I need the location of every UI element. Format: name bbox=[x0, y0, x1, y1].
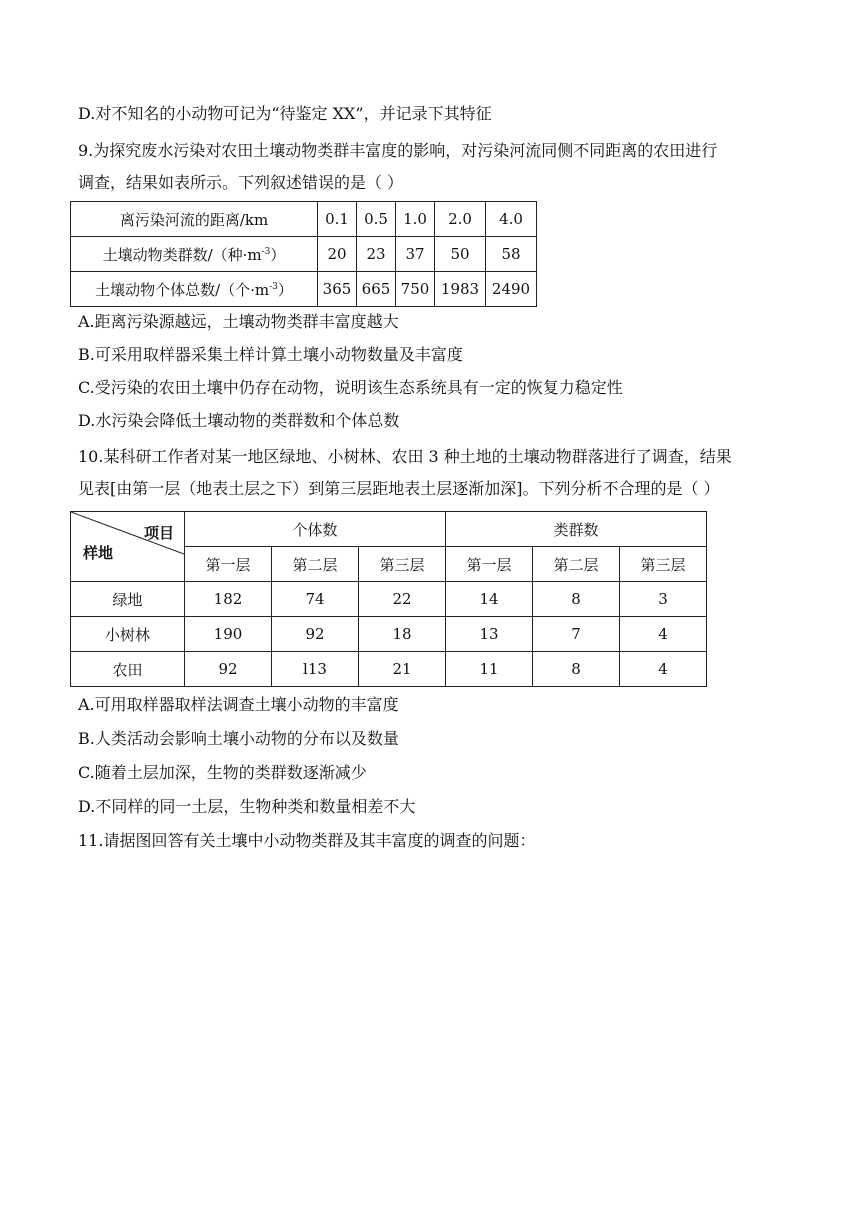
group-header: 类群数 bbox=[446, 512, 707, 547]
q10-option-c: C.随着土层加深，生物的类群数逐渐减少 bbox=[78, 763, 367, 782]
table-row bbox=[71, 617, 707, 652]
table-cell: 4 bbox=[620, 617, 707, 652]
table-cell: 182 bbox=[185, 582, 272, 617]
table-row bbox=[71, 237, 537, 272]
layer-header: 第一层 bbox=[185, 547, 272, 582]
corner-label-item: 项目 bbox=[143, 524, 174, 542]
q9-stem-line2: 调查，结果如表所示。下列叙述错误的是（ ） bbox=[78, 173, 404, 192]
unit-superscript: -3 bbox=[261, 246, 271, 257]
q10-option-d: D.不同样的同一土层，生物种类和数量相差不大 bbox=[78, 797, 416, 816]
site-cell: 农田 bbox=[71, 652, 185, 687]
table-row bbox=[71, 272, 537, 307]
layer-header: 第二层 bbox=[533, 547, 620, 582]
table-cell: 92 bbox=[272, 617, 359, 652]
corner-label-site: 样地 bbox=[83, 544, 114, 562]
group-header: 个体数 bbox=[185, 512, 446, 547]
table-cell: 750 bbox=[396, 272, 435, 307]
table-cell: 4.0 bbox=[486, 202, 537, 237]
table-cell: 13 bbox=[446, 617, 533, 652]
table-cell: 2.0 bbox=[435, 202, 486, 237]
table-cell: 1983 bbox=[435, 272, 486, 307]
table-cell: 665 bbox=[357, 272, 396, 307]
row-label-end: ） bbox=[270, 245, 286, 264]
table-cell: 8 bbox=[533, 582, 620, 617]
q9-option-d: D.水污染会降低土壤动物的类群数和个体总数 bbox=[78, 411, 400, 430]
q9-option-c: C.受污染的农田土壤中仍存在动物，说明该生态系统具有一定的恢复力稳定性 bbox=[78, 378, 623, 397]
q10-stem-line1: 10.某科研工作者对某一地区绿地、小树林、农田 3 种土地的土壤动物群落进行了调查，结果 bbox=[78, 447, 732, 466]
q11-stem: 11.请据图回答有关土壤中小动物类群及其丰富度的调查的问题： bbox=[78, 831, 536, 850]
q10-option-b: B.人类活动会影响土壤小动物的分布以及数量 bbox=[78, 729, 399, 748]
layer-header: 第一层 bbox=[446, 547, 533, 582]
table-row bbox=[71, 202, 537, 237]
table-cell: 0.5 bbox=[357, 202, 396, 237]
table-row bbox=[71, 652, 707, 687]
row-label-text: 土壤动物类群数/（种·m bbox=[102, 245, 262, 264]
table-cell: 4 bbox=[620, 652, 707, 687]
table-cell: 11 bbox=[446, 652, 533, 687]
row-label-end: ） bbox=[277, 280, 293, 299]
row-label bbox=[71, 237, 318, 272]
table-cell: 22 bbox=[359, 582, 446, 617]
table-cell: 190 bbox=[185, 617, 272, 652]
table-cell: 74 bbox=[272, 582, 359, 617]
table-cell: 21 bbox=[359, 652, 446, 687]
unit-superscript: -3 bbox=[269, 281, 278, 292]
corner-header-cell bbox=[71, 512, 185, 582]
site-cell: 绿地 bbox=[71, 582, 185, 617]
site-cell: 小树林 bbox=[71, 617, 185, 652]
layer-header: 第三层 bbox=[359, 547, 446, 582]
table-cell: 18 bbox=[359, 617, 446, 652]
table-cell: 58 bbox=[486, 237, 537, 272]
q9-stem-line1: 9.为探究废水污染对农田土壤动物类群丰富度的影响，对污染河流同侧不同距离的农田进行 bbox=[78, 141, 718, 160]
table-cell: 50 bbox=[435, 237, 486, 272]
row-label: 离污染河流的距离/km bbox=[71, 202, 318, 237]
table-cell: 1.0 bbox=[396, 202, 435, 237]
table-cell: 8 bbox=[533, 652, 620, 687]
q9-option-b: B.可采用取样器采集土样计算土壤小动物数量及丰富度 bbox=[78, 345, 463, 364]
table-cell: l13 bbox=[272, 652, 359, 687]
table-cell: 23 bbox=[357, 237, 396, 272]
layer-header: 第三层 bbox=[620, 547, 707, 582]
table-cell: 0.1 bbox=[318, 202, 357, 237]
q10-option-a: A.可用取样器取样法调查土壤小动物的丰富度 bbox=[78, 695, 399, 714]
table-cell: 14 bbox=[446, 582, 533, 617]
q9-option-a: A.距离污染源越远，土壤动物类群丰富度越大 bbox=[78, 312, 399, 331]
table-row bbox=[71, 582, 707, 617]
table-cell: 365 bbox=[318, 272, 357, 307]
pollution-distance-table bbox=[70, 201, 537, 307]
table-cell: 2490 bbox=[486, 272, 537, 307]
soil-animal-survey-table bbox=[70, 511, 707, 687]
row-label-text: 土壤动物个体总数/（个·m bbox=[95, 280, 270, 299]
row-label bbox=[71, 272, 318, 307]
layer-header: 第二层 bbox=[272, 547, 359, 582]
table-cell: 3 bbox=[620, 582, 707, 617]
table-cell: 20 bbox=[318, 237, 357, 272]
table-cell: 92 bbox=[185, 652, 272, 687]
table-header-row bbox=[71, 512, 707, 547]
table-cell: 37 bbox=[396, 237, 435, 272]
line-d-previous: D.对不知名的小动物可记为“待鉴定 XX”，并记录下其特征 bbox=[78, 104, 492, 123]
q10-stem-line2: 见表[由第一层（地表土层之下）到第三层距地表土层逐渐加深]。下列分析不合理的是（ ） bbox=[78, 479, 720, 498]
table-cell: 7 bbox=[533, 617, 620, 652]
